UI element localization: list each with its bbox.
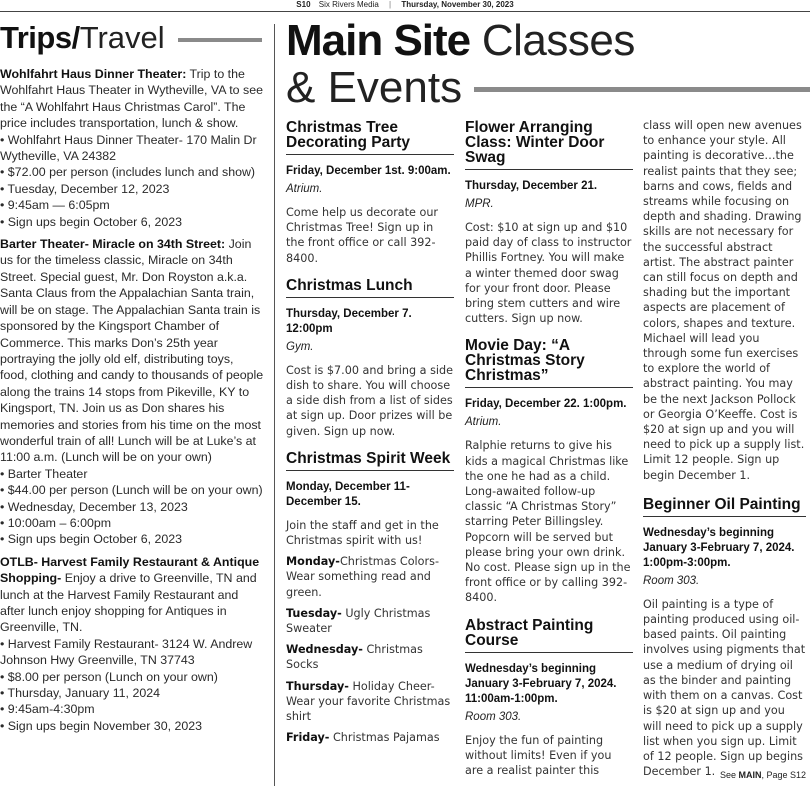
spirit-day-name: Tuesday- [286, 606, 342, 620]
event-lunch [286, 278, 454, 439]
trips-title-light: Travel [79, 20, 165, 55]
event-where: Atrium. [286, 183, 323, 195]
column-divider [274, 24, 275, 786]
page-number: S10 [296, 0, 311, 9]
event-title: Christmas Spirit Week [286, 451, 454, 471]
event-body: Come help us decorate our Christmas Tree! Sign up in the front office or call 392-8400. [286, 206, 439, 265]
issue-date: Thursday, November 30, 2023 [401, 0, 514, 9]
event-body: Oil painting is a type of painting produced using oil-based paints. Oil painting involves using pigments that use a medium of drying oil as the binder and painting with them on a canvas. Cost is $20 at sign up and you will need to pick up a supply list when you sign up. Limit of 12 people. Sign up begins December 1. [643, 597, 806, 779]
events-column-3 [643, 118, 806, 791]
header-rule [0, 11, 810, 12]
event-oil [643, 497, 806, 779]
spirit-day-text: Christmas Pajamas [329, 731, 440, 745]
event-title: Beginner Oil Painting [643, 497, 806, 517]
spirit-day [286, 554, 454, 600]
event-abstract-continued [643, 118, 806, 483]
spirit-day-name: Thursday- [286, 679, 349, 693]
trip-heading: OTLB- Harvest Family Restaurant & Antique Shopping- [0, 554, 260, 586]
trips-title-bold: Trips/ [0, 20, 80, 55]
spirit-day-name: Friday- [286, 731, 330, 745]
trip-heading: Wohlfahrt Haus Dinner Theater: [0, 67, 187, 81]
jump-line [720, 770, 806, 780]
trip-bullet: • $8.00 per person (Lunch on your own) [0, 669, 218, 684]
trip-bullet: • Tuesday, December 12, 2023 [0, 181, 170, 196]
event-body-continued: class will open new avenues to enhance your style. All painting is decorative…the realist paints that they see; barns and cows, fields and streams while focusing on depth and shading. Drawing skills are not necessary for the successful abstract artist. The abstract painter can still focus on depth and shading but the important aspects are placement of colors, shapes and texture. Michael will lead you through some fun exercises to explore the world of abstract painting. You may be the next Jackson Pollock or Georgia O’Keeffe. Cost is $20 at sign up and you will need to pick up a supply list. Limit 12 people. Sign up begin December 1. [643, 119, 805, 482]
trip-bullet: • $44.00 per person (Lunch will be on your own) [0, 483, 263, 498]
trip-bullet: • Sign ups begin October 6, 2023 [0, 214, 183, 229]
spirit-day-text: Christmas Colors- Wear something read and green. [286, 555, 439, 599]
event-title: Abstract Painting Course [465, 618, 633, 653]
spirit-schedule [286, 554, 454, 745]
trip-bullet: • $72.00 per person (includes lunch and show) [0, 165, 256, 180]
event-where: Room 303. [643, 574, 700, 587]
main-title [286, 18, 806, 112]
event-movie [465, 338, 633, 605]
trip-bullet: • Thursday, January 11, 2024 [0, 686, 161, 701]
trip-heading: Barter Theater- Miracle on 34th Street: [0, 237, 226, 252]
trips-column [0, 20, 264, 734]
event-title: Christmas Lunch [286, 278, 454, 298]
spirit-day [286, 679, 454, 725]
trip-bullet: • 9:45am — 6:05pm [0, 198, 110, 213]
spirit-day-text: Ugly Christmas Sweater [286, 606, 431, 636]
event-when: Thursday, December 7. 12:00pm [286, 307, 412, 335]
publication-name: Six Rivers Media [318, 0, 379, 9]
event-when: Friday, December 22. 1:00pm. [465, 398, 627, 411]
jump-page: , Page S12 [761, 770, 806, 780]
event-when: Wednesday’s beginning January 3-February 7, 2024. 1:00pm-3:00pm. [643, 526, 795, 569]
trip-bullet: • Sign ups begin November 30, 2023 [0, 718, 203, 733]
trip-bullet: • 9:45am-4:30pm [0, 702, 95, 717]
event-abstract [465, 618, 633, 779]
event-body: Ralphie returns to give his kids a magical Christmas like the one he had as a child. Long-awaited follow-up classic “A Christmas Story” starring Peter Billingsley. Popcorn will be served but please bring your own drink. No cost. Please sign up in the front office or by calling 392-8400. [465, 439, 631, 605]
trip-intro: Enjoy a drive to Greenville, TN and lunch at the Harvest Family Restaurant and after lunch enjoy shopping for Antiques in Greenville, TN. [0, 571, 257, 635]
event-body: Cost: $10 at sign up and $10 paid day of class to instructor Phillis Fortney. You will make a winter themed door swag for your front door. Please bring stem cutters and wire cutters. Sign up now. [465, 221, 632, 326]
spirit-day-name: Monday- [286, 555, 340, 569]
spirit-day [286, 642, 454, 672]
spirit-day-text: Holiday Cheer- Wear your favorite Christmas shirt [286, 679, 451, 724]
event-title: Flower Arranging Class: Winter Door Swag [465, 120, 633, 170]
trip-bullet: • Wednesday, December 13, 2023 [0, 499, 188, 514]
main-title-bold: Main Site [286, 16, 471, 65]
event-when: Thursday, December 21. [465, 180, 598, 192]
trip-item [0, 236, 264, 548]
trip-item [0, 554, 264, 734]
trip-intro: Trip to the Wohlfahrt Haus Theater in Wytheville, VA to see the “A Wohlfahrt Haus Christmas Carol”. The price includes transportation, lunch & show. [0, 67, 263, 131]
spirit-day [286, 730, 454, 745]
jump-ref: MAIN [738, 770, 762, 780]
trip-intro: Join us for the timeless classic, Miracle on 34th Street. Special guest, Mr. Don Royston a.k.a. Santa Claus from the Appalachian Santa train, will be on stage. The Appalachian Santa train is sponsored by the Kingsport Chamber of Commerce. This marks Don’s 25th year portraying the jolly old elf, distributing toys, food, clothing and candy to thousands of people along the trains 14 stops from Pikeville, KY to Kingsport, TN. Join us as Don shares his memories and stories from his time on the most wonderful train of all! Lunch will be at Luke’s at 11:00 a.m. (Lunch will be on your own) [0, 237, 264, 465]
event-tree [286, 120, 454, 266]
trip-bullet: • Sign ups begin October 6, 2023 [0, 532, 183, 547]
trips-title [0, 20, 264, 58]
events-column-2 [465, 120, 633, 790]
event-intro: Join the staff and get in the Christmas spirit with us! [286, 518, 439, 548]
event-when: Monday, December 11-December 15. [286, 480, 410, 508]
trip-bullet: • Barter Theater [0, 466, 88, 481]
trip-bullet: • Wohlfahrt Haus Dinner Theater- 170 Malin Dr Wytheville, VA 24382 [0, 132, 257, 164]
trip-item [0, 66, 264, 230]
event-flower [465, 120, 633, 326]
event-where: MPR. [465, 198, 494, 210]
event-title: Movie Day: “A Christmas Story Christmas” [465, 338, 633, 388]
jump-see: See [719, 770, 739, 780]
trips-text [0, 66, 264, 734]
spirit-day-name: Wednesday- [286, 643, 363, 657]
trip-bullet: • Harvest Family Restaurant- 3124 W. Andrew Johnson Hwy Greenville, TN 37743 [0, 636, 253, 668]
spirit-day [286, 606, 454, 636]
event-body: Enjoy the fun of painting without limits! Even if you are a realist painter this [465, 733, 612, 778]
event-when: Friday, December 1st. 9:00am. [286, 165, 451, 177]
event-title: Christmas Tree Decorating Party [286, 120, 454, 155]
main-title-light: Classes [470, 16, 635, 65]
main-title-bar [474, 87, 810, 92]
header-separator: | [389, 0, 392, 9]
trips-title-bar [178, 38, 262, 42]
event-when: Wednesday’s beginning January 3-February 7, 2024. 11:00am-1:00pm. [465, 662, 617, 705]
trip-bullet: • 10:00am – 6:00pm [0, 515, 112, 530]
event-where: Gym. [286, 340, 314, 353]
spirit-day-text: Christmas Socks [286, 643, 423, 672]
event-spirit [286, 451, 454, 746]
main-title-line2: & Events [286, 63, 463, 112]
event-where: Room 303. [465, 710, 522, 723]
event-body: Cost is $7.00 and bring a side dish to share. You will choose a side dish from a list of sides at sign up. Door prizes will be given. Sign up now. [286, 363, 453, 438]
events-column-1 [286, 120, 454, 757]
event-where: Atrium. [465, 416, 502, 429]
